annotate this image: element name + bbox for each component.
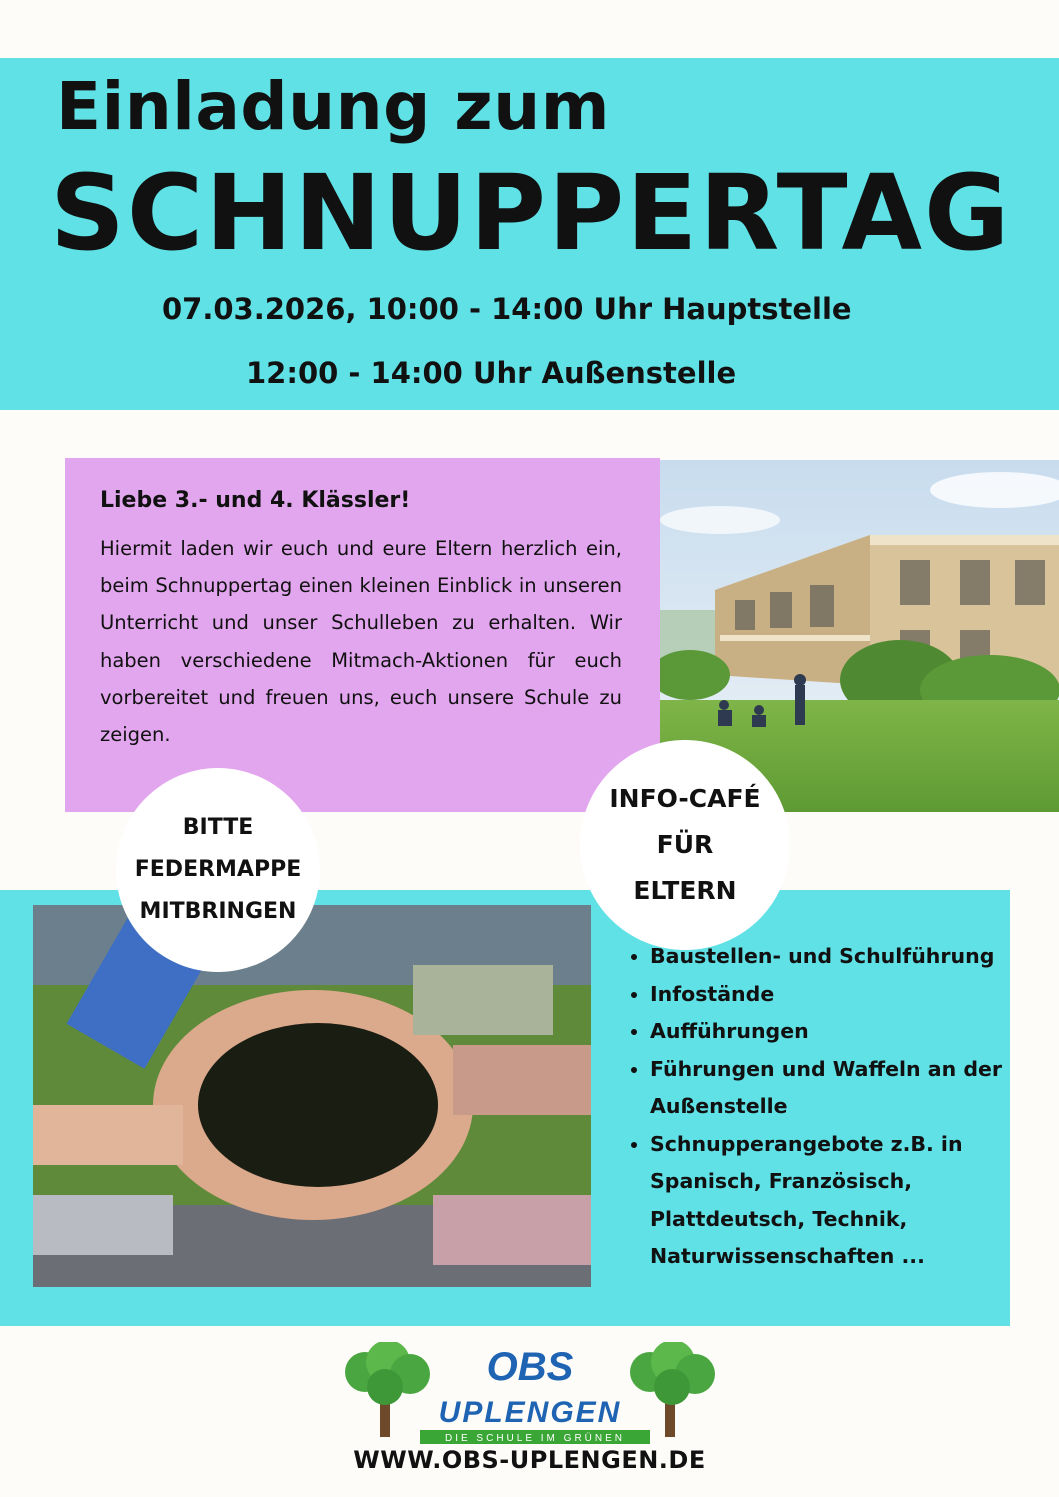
list-item: • Aufführungen	[650, 1013, 1030, 1051]
infocafe-line-1: INFO-CAFÉ	[609, 784, 761, 813]
federmappe-line-3: MITBRINGEN	[139, 899, 297, 924]
tree-icon	[630, 1342, 715, 1437]
logo-name-top: OBS	[486, 1345, 574, 1389]
list-item: • Schnupperangebote z.B. in Spanisch, Französisch, Plattdeutsch, Technik, Naturwissenschaften ...	[650, 1126, 1030, 1276]
logo-tagline: DIE SCHULE IM GRÜNEN	[444, 1433, 626, 1444]
title-line-1: Einladung zum	[56, 68, 610, 145]
tree-icon	[345, 1342, 430, 1437]
federmappe-line-1: BITTE	[182, 815, 254, 840]
intro-greeting: Liebe 3.- und 4. Klässler!	[100, 488, 411, 513]
activities-list	[622, 938, 1030, 1276]
federmappe-line-2: FEDERMAPPE	[134, 857, 302, 882]
logo-name-bottom: UPLENGEN	[438, 1396, 622, 1429]
federmappe-circle	[116, 768, 320, 972]
school-logo	[340, 1342, 720, 1450]
intro-text: Hiermit laden wir euch und eure Eltern herzlich ein, beim Schnuppertag einen kleinen Einblick in unseren Unterricht und unser Schulleben zu erhalten. Wir haben verschiedene Mitmach-Aktionen für euch vorbereitet und freuen uns, euch unsere Schule zu zeigen.	[100, 537, 622, 747]
website-url: WWW.OBS-UPLENGEN.DE	[353, 1446, 706, 1474]
infocafe-line-2: FÜR	[656, 830, 714, 859]
list-item: • Infostände	[650, 976, 1030, 1014]
hands-circle-image	[33, 905, 591, 1287]
title-line-2: SCHNUPPERTAG	[50, 152, 1012, 274]
list-item: • Führungen und Waffeln an der Außenstelle	[650, 1051, 1030, 1126]
date-line-1: 07.03.2026, 10:00 - 14:00 Uhr Hauptstelle	[162, 292, 852, 326]
infocafe-circle	[580, 740, 790, 950]
infocafe-line-3: ELTERN	[633, 876, 737, 905]
list-item: • Baustellen- und Schulführung	[650, 938, 1030, 976]
date-line-2: 12:00 - 14:00 Uhr Außenstelle	[246, 356, 737, 390]
